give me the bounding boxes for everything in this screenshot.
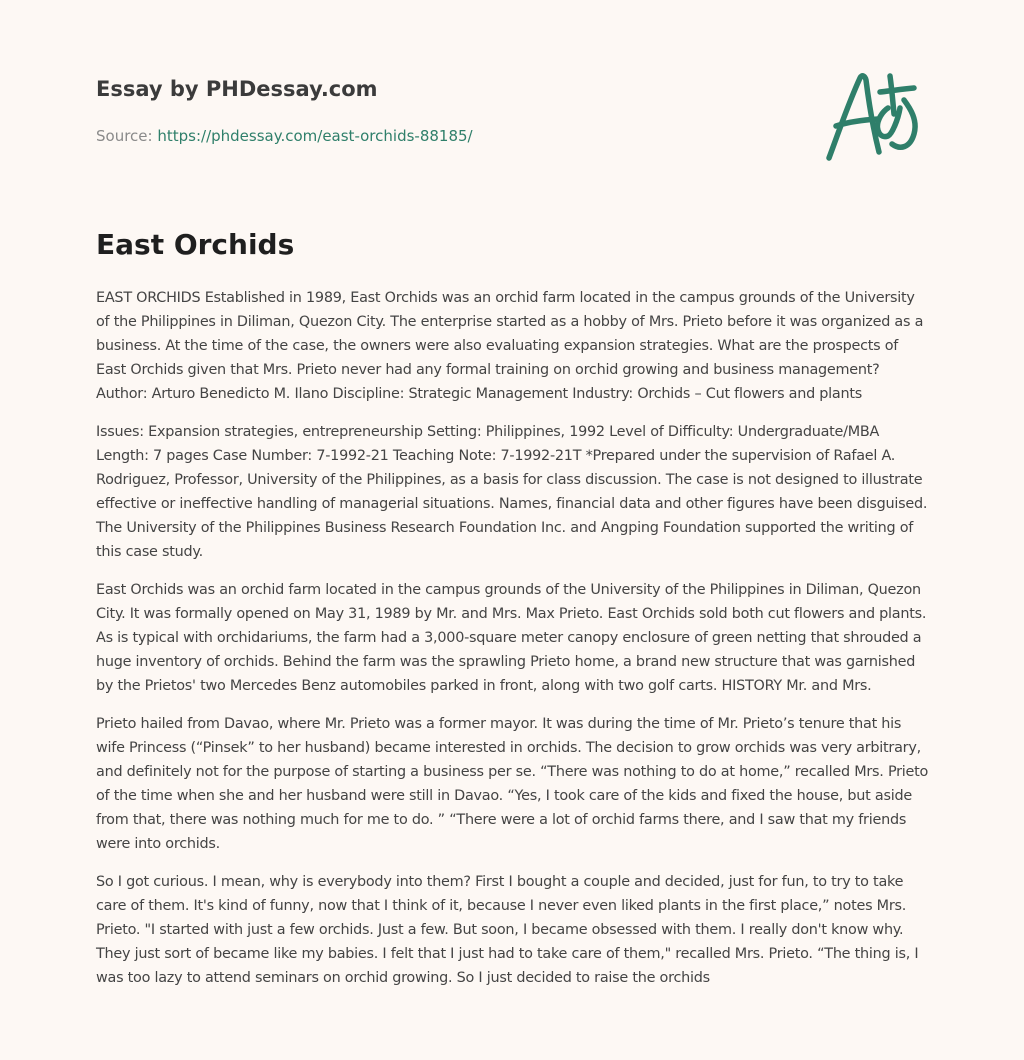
- article-paragraph: So I got curious. I mean, why is everybody into them? First I bought a couple and decided, just for fun, to try to take care of them. It's kind of funny, now that I think of it, because I never even liked plants in the first place,” notes Mrs. Prieto. "I started with just a few orchids. Just a few. But soon, I became obsessed with them. I really don't know why. They just sort of became like my babies. I felt that I just had to take care of them," recalled Mrs. Prieto. “The thing is, I was too lazy to attend seminars on orchid growing. So I just decided to raise the orchids: [96, 874, 919, 986]
- article-paragraph: Issues: Expansion strategies, entrepreneurship Setting: Philippines, 1992 Level of Difficulty: Undergraduate/MBA Length: 7 pages Case Number: 7-1992-21 Teaching Note: 7-1992-21T *Prepared under the supervision of Rafael A. Rodriguez, Professor, University of the Philippines, as a basis for class discussion. The case is not designed to illustrate effective or ineffective handling of managerial situations. Names, financial data and other figures have been disguised. The University of the Philippines Business Research Foundation Inc. and Angping Foundation supported the writing of this case study.: [96, 424, 928, 560]
- article-paragraph: Prieto hailed from Davao, where Mr. Prieto was a former mayor. It was during the time of Mr. Prieto’s tenure that his wife Princess (“Pinsek” to her husband) became interested in orchids. The decision to grow orchids was very arbitrary, and definitely not for the purpose of starting a business per se. “There was nothing to do at home,” recalled Mrs. Prieto of the time when she and her husband were still in Davao. “Yes, I took care of the kids and fixed the house, but aside from that, there was nothing much for me to do. ” “There were a lot of orchid farms there, and I saw that my friends were into orchids.: [96, 716, 929, 852]
- a-plus-grade-logo: [818, 64, 934, 168]
- site-title: Essay by PHDessay.com: [96, 77, 378, 101]
- source-label: Source:: [96, 127, 153, 145]
- source-link[interactable]: https://phdessay.com/east-orchids-88185/: [157, 127, 473, 145]
- article-paragraph: East Orchids was an orchid farm located in the campus grounds of the University of the Philippines in Diliman, Quezon City. It was formally opened on May 31, 1989 by Mr. and Mrs. Max Prieto. East Orchids sold both cut flowers and plants. As is typical with orchidariums, the farm had a 3,000-square meter canopy enclosure of green netting that shrouded a huge inventory of orchids. Behind the farm was the sprawling Prieto home, a brand new structure that was garnished by the Prietos' two Mercedes Benz automobiles parked in front, along with two golf carts. HISTORY Mr. and Mrs.: [96, 582, 927, 694]
- article: [96, 226, 932, 1004]
- page-header: [96, 74, 796, 146]
- article-title: East Orchids: [96, 228, 295, 261]
- source-line: [96, 126, 796, 146]
- article-paragraph: EAST ORCHIDS Established in 1989, East Orchids was an orchid farm located in the campus grounds of the University of the Philippines in Diliman, Quezon City. The enterprise started as a hobby of Mrs. Prieto before it was organized as a business. At the time of the case, the owners were also evaluating expansion strategies. What are the prospects of East Orchids given that Mrs. Prieto never had any formal training on orchid growing and business management? Author: Arturo Benedicto M. Ilano Discipline: Strategic Management Industry: Orchids – Cut flowers and plants: [96, 290, 924, 402]
